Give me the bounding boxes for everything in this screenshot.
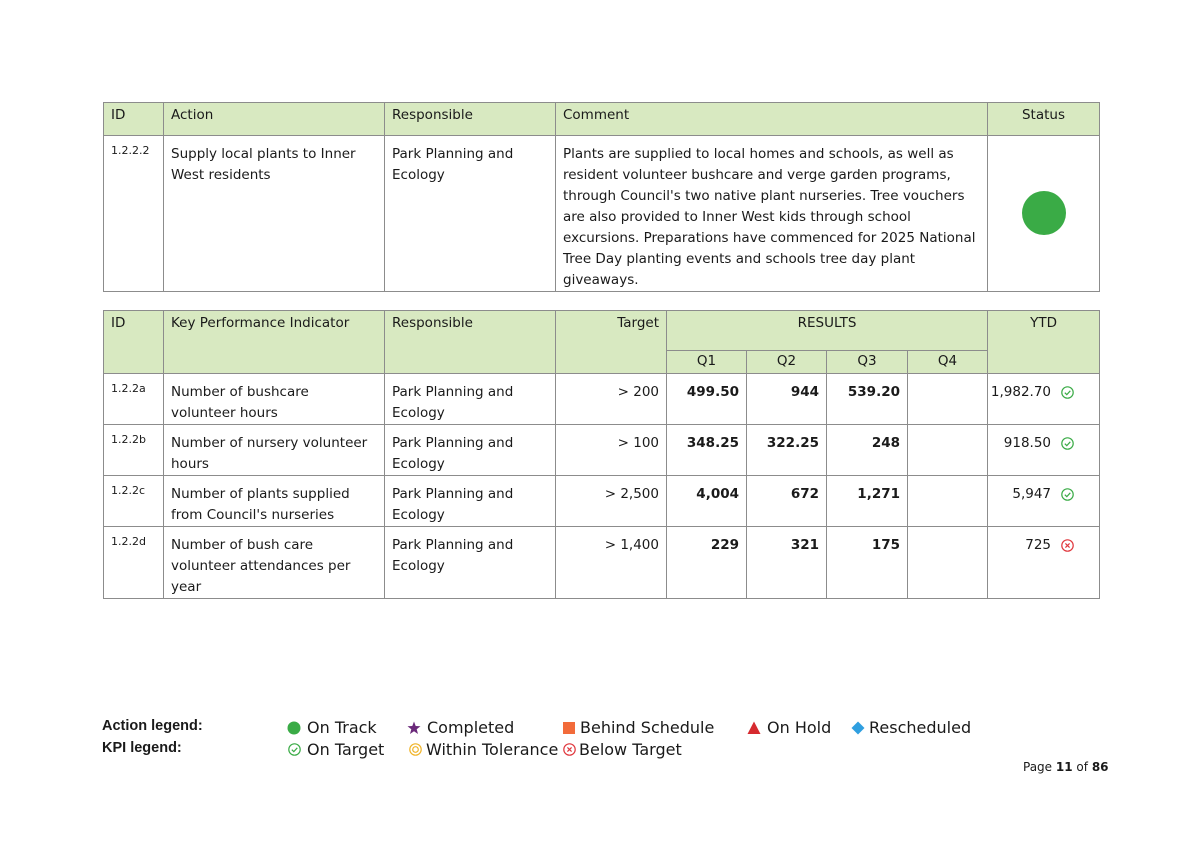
page-number: Page 11 of 86 [1023,760,1109,774]
kpi-q1: 348.25 [667,425,747,476]
kpi-q2: 322.25 [747,425,827,476]
table-row [104,136,1100,292]
target-circle-icon [408,743,422,757]
on-track-status-icon [1022,191,1066,235]
legend-label: Completed [427,718,515,737]
legend-on-target [287,740,384,759]
kpi-header-q4: Q4 [908,351,988,374]
header-comment: Comment [556,103,988,136]
kpi-responsible: Park Planning and Ecology [385,374,556,425]
legend-label: Behind Schedule [580,718,715,737]
kpi-ytd: 1,982.70 [990,384,1052,400]
kpi-q2: 944 [747,374,827,425]
action-legend-title: Action legend: [102,718,203,734]
kpi-id: 1.2.2a [104,374,164,425]
kpi-responsible: Park Planning and Ecology [385,527,556,599]
action-table [103,102,1100,292]
kpi-responsible: Park Planning and Ecology [385,476,556,527]
kpi-ytd: 918.50 [1003,435,1052,451]
kpi-target: > 1,400 [556,527,667,599]
kpi-id: 1.2.2c [104,476,164,527]
legend-label: On Target [307,740,385,759]
kpi-table [103,310,1100,599]
kpi-header-id: ID [104,311,164,374]
kpi-name: Number of nursery volunteer hours [164,425,385,476]
kpi-q4 [908,374,988,425]
table-row [104,527,1100,599]
x-circle-icon [1061,539,1074,552]
legend-label: Within Tolerance [426,740,559,759]
green-circle-icon [287,721,301,735]
kpi-name: Number of plants supplied from Council's nurseries [164,476,385,527]
table-row [104,374,1100,425]
kpi-q1: 229 [667,527,747,599]
red-triangle-icon [747,721,761,735]
action-responsible: Park Planning and Ecology [385,136,556,292]
action-id: 1.2.2.2 [104,136,164,292]
kpi-target: > 100 [556,425,667,476]
orange-square-icon [562,721,576,735]
kpi-responsible: Park Planning and Ecology [385,425,556,476]
kpi-id: 1.2.2d [104,527,164,599]
legend-label: Below Target [579,740,682,759]
legend-completed [407,718,514,737]
action-text: Supply local plants to Inner West residents [164,136,385,292]
header-responsible: Responsible [385,103,556,136]
check-circle-icon [1061,437,1074,450]
kpi-header-q1: Q1 [667,351,747,374]
kpi-q1: 499.50 [667,374,747,425]
kpi-id: 1.2.2b [104,425,164,476]
legend-on-hold [747,718,831,737]
kpi-q1: 4,004 [667,476,747,527]
kpi-ytd-cell [988,374,1100,425]
kpi-legend-title: KPI legend: [102,740,182,756]
x-circle-icon [562,743,576,757]
legend-on-track [287,718,377,737]
action-comment: Plants are supplied to local homes and schools, as well as resident volunteer bushcare and verge garden programs, through Council's two native plant nurseries. Tree vouchers are also provided to Inner West kids through school excursions. Preparations have commenced for 2025 National Tree Day planting events and schools tree day plant giveaways. [556,136,988,292]
kpi-q4 [908,425,988,476]
kpi-ytd: 725 [1025,537,1052,553]
check-circle-icon [287,743,301,757]
legend-label: Rescheduled [869,718,972,737]
legend-rescheduled [851,718,971,737]
kpi-q3: 1,271 [827,476,908,527]
legend-behind-schedule [562,718,714,737]
purple-star-icon [407,721,421,735]
kpi-header-q3: Q3 [827,351,908,374]
kpi-header-row [104,311,1100,351]
kpi-name: Number of bush care volunteer attendances per year [164,527,385,599]
kpi-ytd-cell [988,425,1100,476]
kpi-q4 [908,527,988,599]
kpi-name: Number of bushcare volunteer hours [164,374,385,425]
table-row [104,476,1100,527]
kpi-q3: 248 [827,425,908,476]
header-action: Action [164,103,385,136]
legend-label: On Track [307,718,377,737]
kpi-header-ytd: YTD [988,311,1100,374]
action-header-row [104,103,1100,136]
check-circle-icon [1061,488,1074,501]
kpi-header-q2: Q2 [747,351,827,374]
action-status-cell [988,136,1100,292]
legend-label: On Hold [767,718,832,737]
kpi-q4 [908,476,988,527]
legend-within-tolerance [408,740,558,759]
kpi-q2: 672 [747,476,827,527]
kpi-ytd-cell [988,527,1100,599]
kpi-header-responsible: Responsible [385,311,556,374]
header-id: ID [104,103,164,136]
kpi-target: > 2,500 [556,476,667,527]
kpi-q3: 175 [827,527,908,599]
kpi-q3: 539.20 [827,374,908,425]
header-status: Status [988,103,1100,136]
kpi-header-kpi: Key Performance Indicator [164,311,385,374]
legend-below-target [562,740,682,759]
blue-diamond-icon [851,721,865,735]
table-row [104,425,1100,476]
kpi-ytd: 5,947 [1012,486,1052,502]
kpi-target: > 200 [556,374,667,425]
kpi-q2: 321 [747,527,827,599]
kpi-header-results: RESULTS [667,311,988,351]
kpi-ytd-cell [988,476,1100,527]
check-circle-icon [1061,386,1074,399]
kpi-header-target: Target [556,311,667,374]
